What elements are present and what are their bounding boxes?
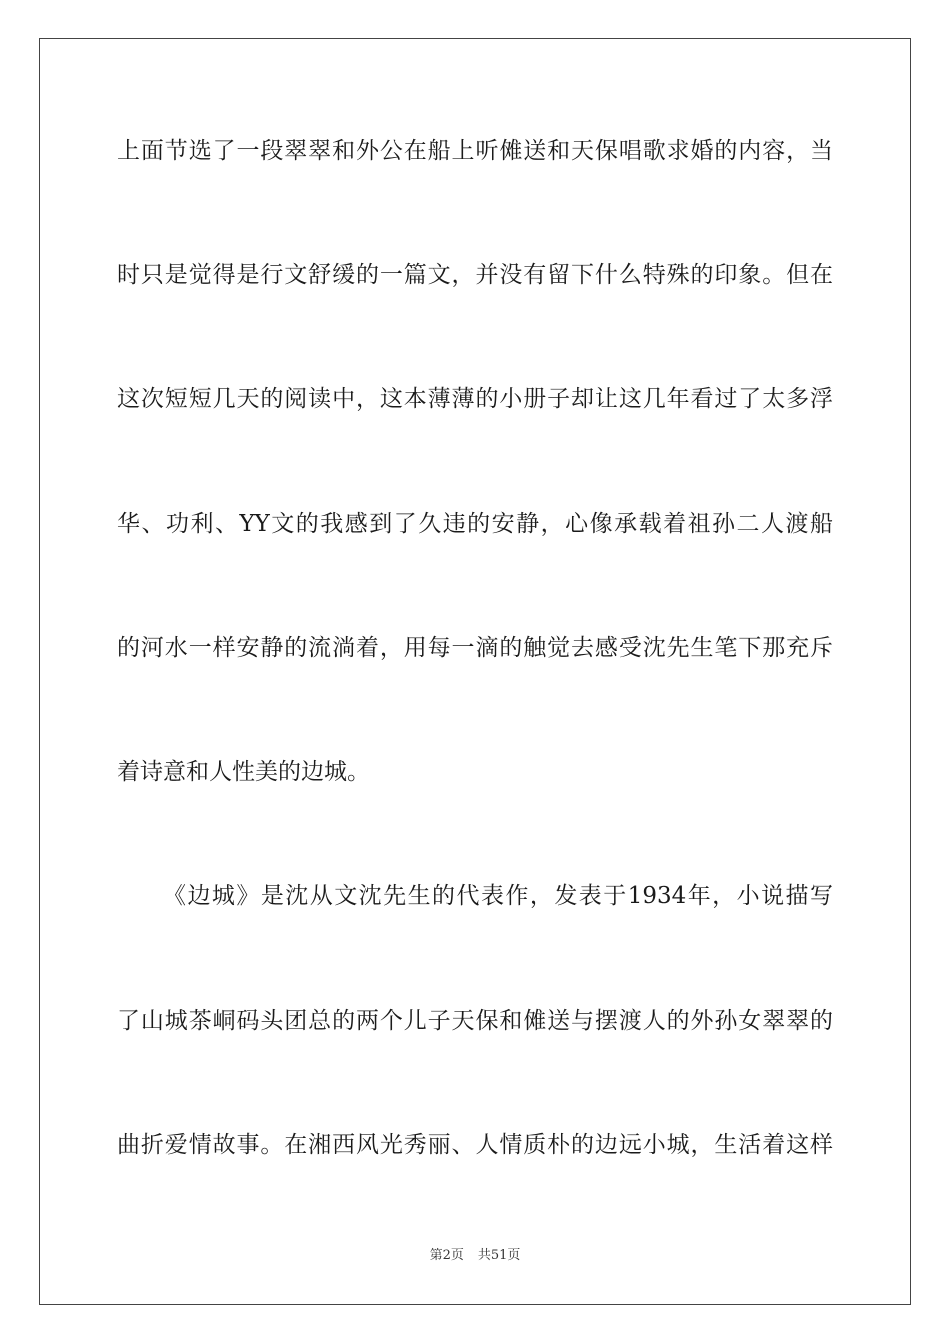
page-number: 第2页 — [429, 1248, 464, 1263]
total-pages: 共51页 — [477, 1248, 521, 1263]
text-line: 华、功利、YY文的我感到了久违的安静，心像承载着祖孙二人渡船 — [117, 511, 833, 537]
paragraph-start-line: 《边城》是沈从文沈先生的代表作，发表于1934年，小说描写 — [163, 883, 833, 909]
text-line: 着诗意和人性美的边城。 — [117, 759, 370, 785]
text-line: 曲折爱情故事。在湘西风光秀丽、人情质朴的边远小城，生活着这样 — [117, 1132, 833, 1158]
text-line: 上面节选了一段翠翠和外公在船上听傩送和天保唱歌求婚的内容，当 — [117, 138, 833, 164]
text-line: 这次短短几天的阅读中，这本薄薄的小册子却让这几年看过了太多浮 — [117, 386, 833, 412]
page-border — [39, 38, 911, 1305]
text-line: 了山城茶峒码头团总的两个儿子天保和傩送与摆渡人的外孙女翠翠的 — [117, 1008, 833, 1034]
text-line: 时只是觉得是行文舒缓的一篇文，并没有留下什么特殊的印象。但在 — [117, 262, 833, 288]
text-line: 的河水一样安静的流淌着，用每一滴的触觉去感受沈先生笔下那充斥 — [117, 635, 833, 661]
page-footer — [0, 1247, 950, 1265]
